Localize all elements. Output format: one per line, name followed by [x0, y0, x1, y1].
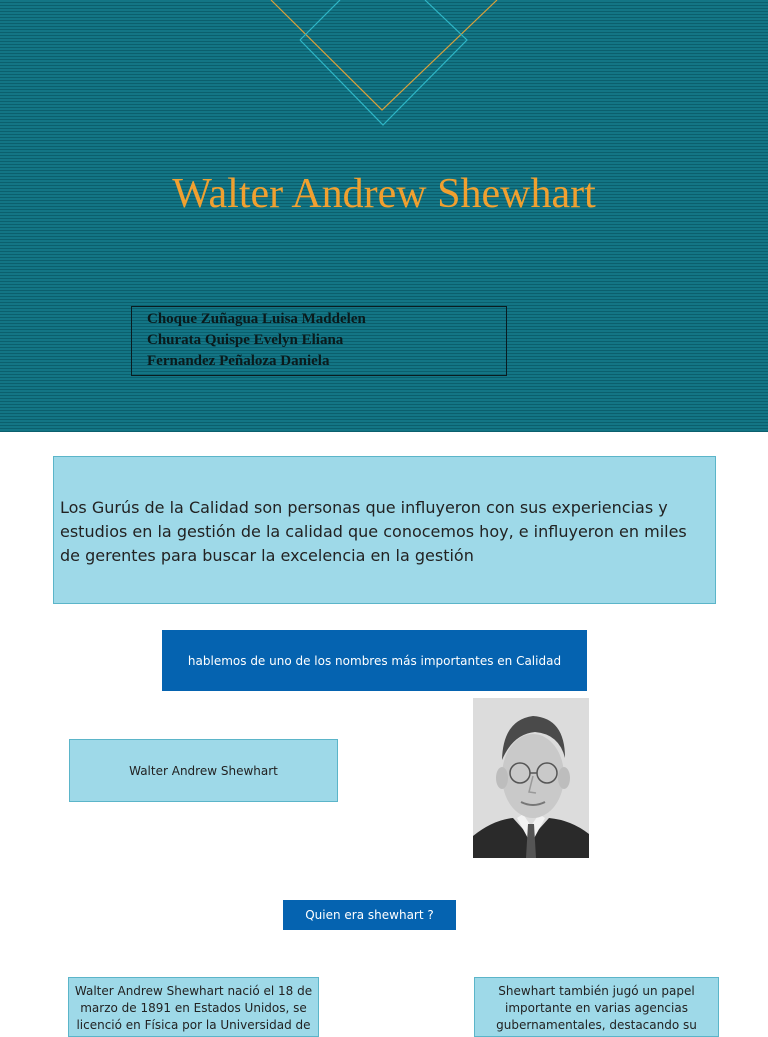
title-slide: [0, 0, 768, 432]
slide-title: Walter Andrew Shewhart: [172, 171, 596, 217]
name-text: Walter Andrew Shewhart: [129, 763, 278, 778]
orange-diamond-lines: [271, 0, 497, 110]
diamond-decoration: [0, 0, 768, 140]
portrait-photo: [473, 698, 589, 858]
ear: [496, 767, 508, 789]
author-name: Choque Zuñagua Luisa Maddelen: [147, 311, 366, 327]
bio-text-right: Shewhart también jugó un papel importante en varias agencias gubernamentales, destacando su: [496, 984, 697, 1032]
bio-box-right: [474, 977, 719, 1037]
author-name: Fernandez Peñaloza Daniela: [147, 353, 330, 369]
cyan-diamond-left-edge: [300, 0, 340, 40]
author-name: Churata Quispe Evelyn Eliana: [147, 332, 344, 348]
intro-text: Los Gurús de la Calidad son personas que influyeron con sus experiencias y estudios en la gestión de la calidad que conocemos hoy, e influyeron en miles de gerentes para buscar la excelencia en la gestión: [60, 498, 687, 565]
banner-text: hablemos de uno de los nombres más importantes en Calidad: [187, 653, 562, 668]
name-box: [69, 739, 338, 802]
section-banner: [162, 630, 587, 691]
cyan-diamond-lines: [300, 0, 467, 125]
bio-box-left: [68, 977, 319, 1037]
authors-box: [131, 306, 507, 376]
ear: [558, 767, 570, 789]
question-banner: [283, 900, 456, 930]
intro-text-box: [53, 456, 716, 604]
question-text: Quien era shewhart ?: [305, 908, 434, 922]
bio-text-left: Walter Andrew Shewhart nació el 18 de marzo de 1891 en Estados Unidos, se licenció en Física por la Universidad de: [74, 984, 313, 1032]
